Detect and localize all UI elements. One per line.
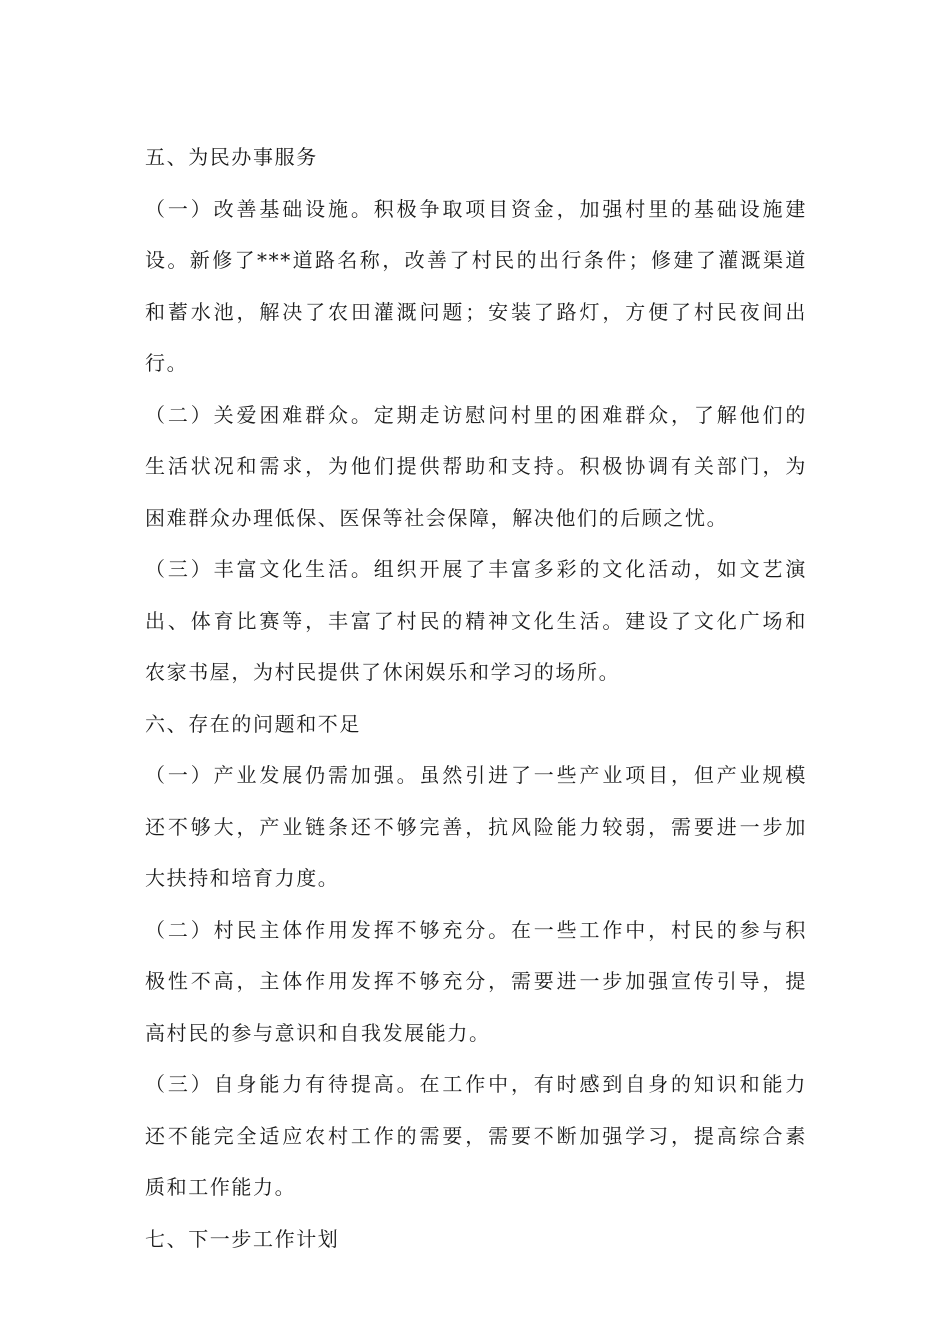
paragraph-line: 极性不高，主体作用发挥不够充分，需要进一步加强宣传引导，提	[145, 969, 807, 993]
paragraph-line: 和蓄水池，解决了农田灌溉问题；安装了路灯，方便了村民夜间出	[145, 299, 807, 324]
paragraph-line: 出、体育比赛等，丰富了村民的精神文化生活。建设了文化广场和	[145, 608, 807, 633]
paragraph-line: 行。	[145, 351, 189, 375]
document-page	[145, 132, 807, 1265]
paragraph-line: 生活状况和需求，为他们提供帮助和支持。积极协调有关部门，为	[145, 454, 807, 478]
paragraph-line: 还不能完全适应农村工作的需要，需要不断加强学习，提高综合素	[145, 1123, 807, 1148]
paragraph-line: 大扶持和培育力度。	[145, 866, 340, 890]
paragraph-line: （二）村民主体作用发挥不够充分。在一些工作中，村民的参与积	[145, 917, 807, 942]
paragraph-line: 困难群众办理低保、医保等社会保障，解决他们的后顾之忧。	[145, 505, 729, 530]
section-heading-6: 六、存在的问题和不足	[145, 711, 361, 736]
paragraph-line: （三）自身能力有待提高。在工作中，有时感到自身的知识和能力	[145, 1072, 807, 1096]
paragraph-line: （三）丰富文化生活。组织开展了丰富多彩的文化活动，如文艺演	[145, 557, 807, 581]
paragraph-line: 高村民的参与意识和自我发展能力。	[145, 1020, 491, 1045]
paragraph-line: 设。新修了***道路名称，改善了村民的出行条件；修建了灌溉渠道	[145, 248, 807, 272]
paragraph-line: （一）产业发展仍需加强。虽然引进了一些产业项目，但产业规模	[145, 763, 807, 787]
section-heading-7: 七、下一步工作计划	[145, 1226, 340, 1251]
paragraph-line: 质和工作能力。	[145, 1175, 297, 1199]
paragraph-line: 农家书屋，为村民提供了休闲娱乐和学习的场所。	[145, 660, 621, 684]
section-heading-5: 五、为民办事服务	[145, 145, 318, 169]
paragraph-line: 还不够大，产业链条还不够完善，抗风险能力较弱，需要进一步加	[145, 814, 807, 839]
paragraph-line: （一）改善基础设施。积极争取项目资金，加强村里的基础设施建	[145, 196, 807, 221]
paragraph-line: （二）关爱困难群众。定期走访慰问村里的困难群众，了解他们的	[145, 402, 807, 427]
